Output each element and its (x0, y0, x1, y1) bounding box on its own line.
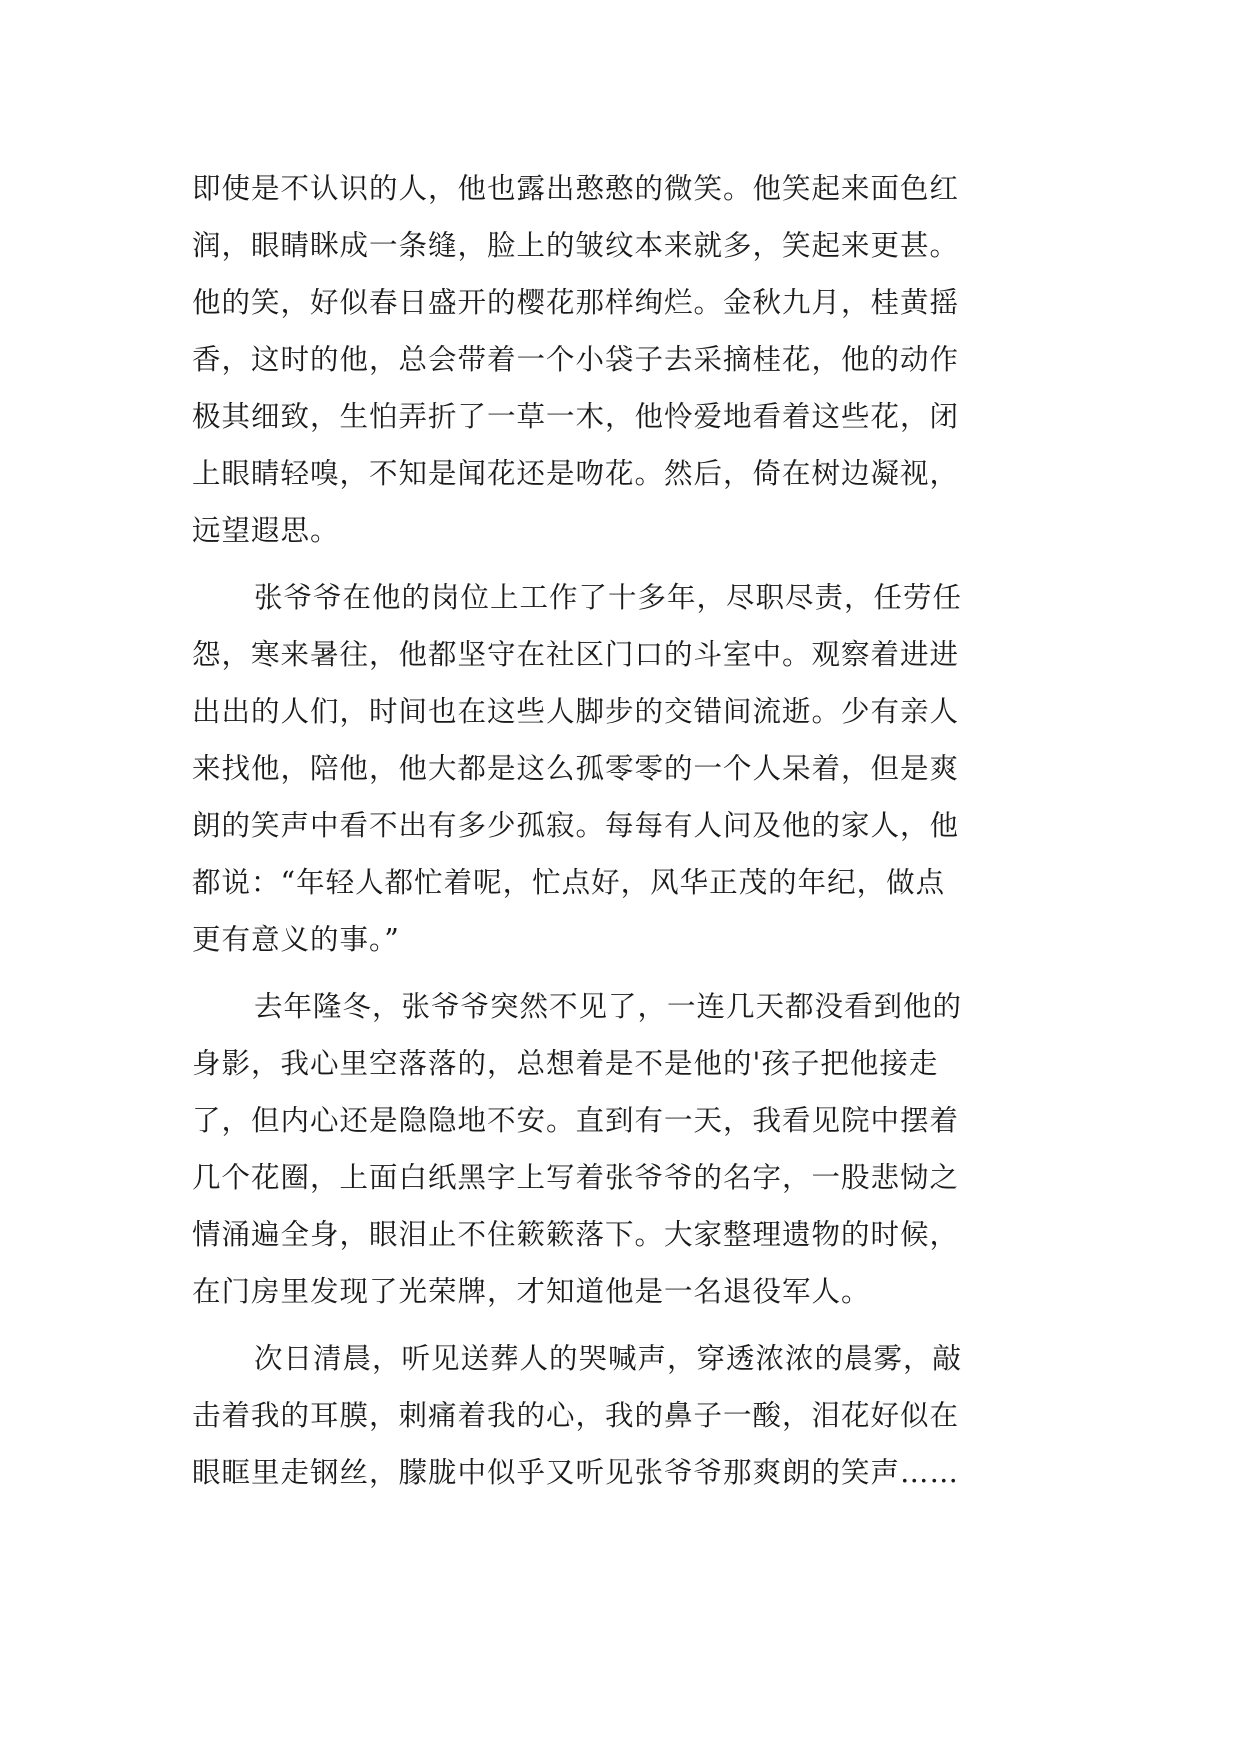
text-line: 更有意义的事。” (192, 923, 400, 956)
text-line: 润，眼睛眯成一条缝，脸上的皱纹本来就多，笑起来更甚。 (192, 229, 960, 262)
paragraph-2 (192, 569, 1052, 968)
text-line: 情涌遍全身，眼泪止不住簌簌落下。大家整理遗物的时候， (192, 1218, 960, 1251)
text-line: 几个花圈，上面白纸黑字上写着张爷爷的名字，一股悲恸之 (192, 1161, 960, 1194)
text-line: 来找他，陪他，他大都是这么孤零零的一个人呆着，但是爽 (192, 752, 960, 785)
text-line: 去年隆冬，张爷爷突然不见了，一连几天都没看到他的 (254, 990, 963, 1023)
text-line: 次日清晨，听见送葬人的哭喊声，穿透浓浓的晨雾，敲 (254, 1342, 963, 1375)
text-line: 香，这时的他，总会带着一个小袋子去采摘桂花，他的动作 (192, 343, 960, 376)
text-line: 上眼睛轻嗅，不知是闻花还是吻花。然后，倚在树边凝视， (192, 457, 960, 490)
text-line: 都说：“年轻人都忙着呢，忙点好，风华正茂的年纪，做点 (192, 866, 946, 899)
text-line: 朗的笑声中看不出有多少孤寂。每每有人问及他的家人，他 (192, 809, 960, 842)
document-body (192, 160, 1052, 1501)
text-line: 身影，我心里空落落的，总想着是不是他的'孩子把他接走 (192, 1047, 939, 1080)
text-line: 出出的人们，时间也在这些人脚步的交错间流逝。少有亲人 (192, 695, 960, 728)
paragraph-3 (192, 978, 1052, 1320)
text-line: 在门房里发现了光荣牌，才知道他是一名退役军人。 (192, 1275, 871, 1308)
text-line: 了，但内心还是隐隐地不安。直到有一天，我看见院中摆着 (192, 1104, 960, 1137)
paragraph-1 (192, 160, 1052, 559)
text-line: 击着我的耳膜，刺痛着我的心，我的鼻子一酸，泪花好似在 (192, 1399, 960, 1432)
text-line: 眼眶里走钢丝，朦胧中似乎又听见张爷爷那爽朗的笑声…… (192, 1456, 960, 1489)
text-line: 他的笑，好似春日盛开的樱花那样绚烂。金秋九月，桂黄摇 (192, 286, 960, 319)
text-line: 即使是不认识的人，他也露出憨憨的微笑。他笑起来面色红 (192, 172, 960, 205)
text-line: 远望遐思。 (192, 514, 340, 547)
text-line: 极其细致，生怕弄折了一草一木，他怜爱地看着这些花，闭 (192, 400, 960, 433)
text-line: 张爷爷在他的岗位上工作了十多年，尽职尽责，任劳任 (254, 581, 963, 614)
text-line: 怨，寒来暑往，他都坚守在社区门口的斗室中。观察着进进 (192, 638, 960, 671)
paragraph-4 (192, 1330, 1052, 1501)
